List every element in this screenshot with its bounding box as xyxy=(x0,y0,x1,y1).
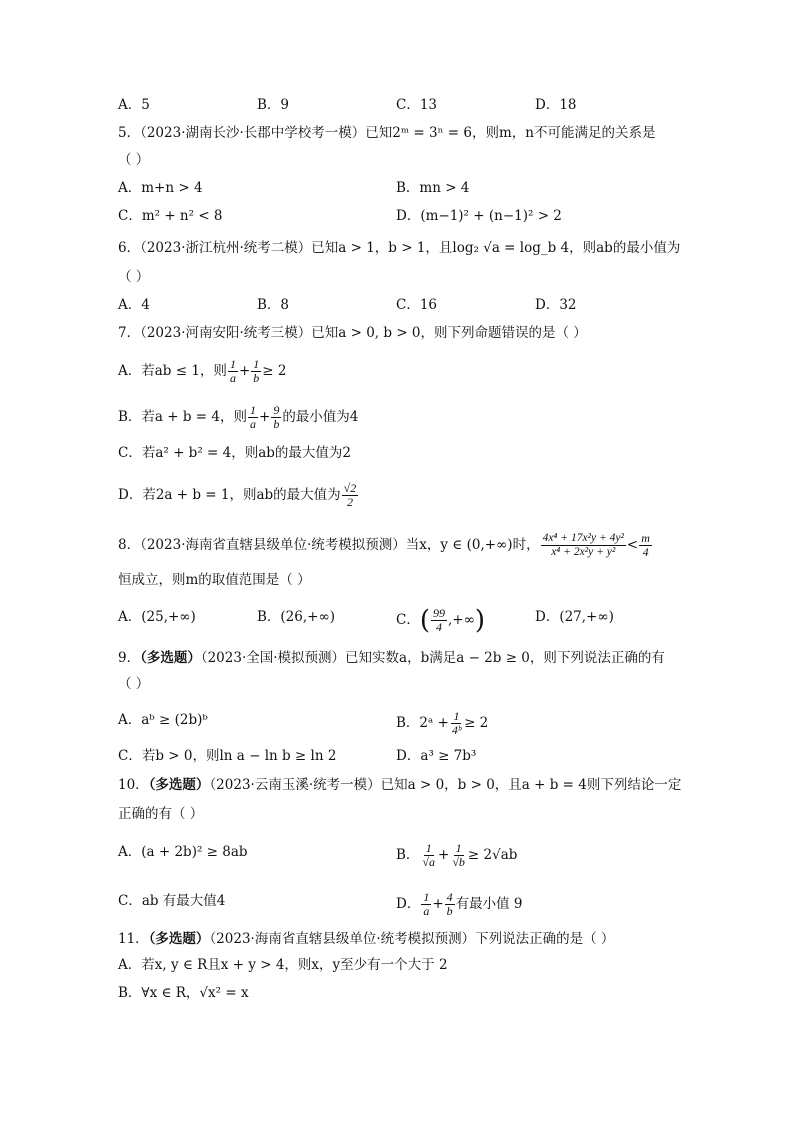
q11-stem: 11．（多选题）（2023·海南省直辖县级单位·统考模拟预测）下列说法正确的是（ ） xyxy=(118,931,615,947)
q9-tag: （多选题） xyxy=(140,650,201,666)
q8-stem-pre: 8．（2023·海南省直辖县级单位·统考模拟预测）当x，y ∈ (0,+∞)时， xyxy=(118,537,540,553)
q9-stem-text: （2023·全国·模拟预测）已知实数a，b满足a − 2b ≥ 0，则下列说法正确的有 xyxy=(200,650,665,666)
fraction: $\frac{1}{a}$ xyxy=(229,357,236,385)
q7-b-pre: B．若a + b = 4，则 xyxy=(118,409,247,425)
q11-option-a: A．若x, y ∈ R且x + y > 4，则x，y至少有一个大于 2 xyxy=(118,957,448,973)
q4-option-c: C．13 xyxy=(396,97,438,113)
fraction: $\frac{9}{b}$ xyxy=(273,403,280,431)
q5-option-c: C．m² + n² < 8 xyxy=(118,208,223,224)
q8-line2: 恒成立，则m的取值范围是（ ） xyxy=(118,572,311,588)
fraction: $\frac{\text{4x⁴ + 17x²y + 4y²}}{\text{x⁴ + 2x²y + y²}}$ xyxy=(542,532,624,558)
q8-option-b: B．(26,+∞) xyxy=(257,609,335,625)
q6-option-c: C．16 xyxy=(396,297,438,313)
q4-option-a: A．5 xyxy=(118,97,150,113)
q10-line2: 正确的有（ ） xyxy=(118,806,204,822)
q6-option-a: A．4 xyxy=(118,297,150,313)
q9-option-a: A．aᵇ ≥ (2b)ᵇ xyxy=(118,712,208,728)
q10-option-c: C．ab 有最大值4 xyxy=(118,893,226,909)
q6-option-d: D．32 xyxy=(535,297,577,313)
fraction: $\frac{√2}{2}$ xyxy=(343,481,357,509)
q7-d-pre: D．若2a + b = 1，则ab的最大值为 xyxy=(118,487,341,503)
q11-stem-text: （2023·海南省直辖县级单位·统考模拟预测）下列说法正确的是（ ） xyxy=(209,931,615,947)
fraction: $\frac{m}{4}$ xyxy=(641,531,650,559)
fraction: $\frac{1}{√b}$ xyxy=(452,841,465,869)
q10-option-b: B． $\frac{1}{√a}$ + $\frac{1}{√b}$ ≥ 2√ab xyxy=(396,841,518,869)
q7-a-post: ≥ 2 xyxy=(262,363,287,379)
q9-stem: 9．（多选题）（2023·全国·模拟预测）已知实数a，b满足a − 2b ≥ 0，则下列说法正确的有 xyxy=(118,650,665,666)
q5-stem: 5．（2023·湖南长沙·长郡中学校考一模）已知2ᵐ = 3ⁿ = 6，则m，n不可能满足的关系是 xyxy=(118,125,656,141)
fraction: $\frac{4}{b}$ xyxy=(446,890,453,918)
q8-stem xyxy=(118,532,653,559)
q7-a-pre: A．若ab ≤ 1，则 xyxy=(118,363,227,379)
q10-stem-text: （2023·云南玉溪·统考一模）已知a > 0，b > 0，且a + b = 4则下列结论一定 xyxy=(209,777,682,793)
q7-stem: 7．（2023·河南安阳·统考三模）已知a > 0, b > 0，则下列命题错误的是（ ） xyxy=(118,325,587,341)
q5-option-d: D．(m−1)² + (n−1)² > 2 xyxy=(396,208,562,224)
q8-option-d: D．(27,+∞) xyxy=(535,609,614,625)
q4-option-b: B．9 xyxy=(257,97,290,113)
fraction: $\frac{1}{\text{4ᵇ}}$ xyxy=(451,709,462,737)
q8-less-than: < xyxy=(626,537,639,553)
q5-option-b: B．mn > 4 xyxy=(396,180,470,196)
q7-option-d xyxy=(118,482,359,509)
q7-option-b: B．若a + b = 4，则 $\frac{1}{a}$ + $\frac{9}{b}$ 的最小值为4 xyxy=(118,403,359,431)
q5-option-a: A．m+n > 4 xyxy=(118,180,203,196)
fraction: $\frac{99}{4}$ xyxy=(433,606,445,634)
q4-option-d: D．18 xyxy=(535,97,577,113)
q9-option-b: B．2ᵃ + $\frac{1}{\text{4ᵇ}}$ ≥ 2 xyxy=(396,709,489,737)
q6-stem: 6．（2023·浙江杭州·统考二模）已知a > 1，b > 1，且log₂ √a = log_b 4，则ab的最小值为 xyxy=(118,240,681,256)
fraction: $\frac{1}{a}$ xyxy=(423,890,430,918)
q10-option-a: A．(a + 2b)² ≥ 8ab xyxy=(118,844,248,860)
q9-option-c: C．若b > 0，则ln a − ln b ≥ ln 2 xyxy=(118,748,337,764)
q8-option-a: A．(25,+∞) xyxy=(118,609,196,625)
q6-option-b: B．8 xyxy=(257,297,290,313)
q8-option-c: C．( $\frac{99}{4}$ ,+∞) xyxy=(396,605,486,636)
fraction: $\frac{1}{a}$ xyxy=(250,403,256,431)
q7-b-post: 的最小值为4 xyxy=(282,409,359,425)
q10-stem: 10．（多选题）（2023·云南玉溪·统考一模）已知a > 0，b > 0，且a + b = 4则下列结论一定 xyxy=(118,777,682,793)
q10-option-d: D． $\frac{1}{a}$ + $\frac{4}{b}$ 有最小值 9 xyxy=(396,890,523,918)
fraction: $\frac{1}{√a}$ xyxy=(422,841,436,869)
fraction: $\frac{1}{b}$ xyxy=(253,357,260,385)
q9-paren: （ ） xyxy=(118,676,150,692)
q10-tag: （多选题） xyxy=(148,777,210,793)
q7-option-c: C．若a² + b² = 4，则ab的最大值为2 xyxy=(118,445,351,461)
q11-tag: （多选题） xyxy=(148,931,210,947)
q9-option-d: D．a³ ≥ 7b³ xyxy=(396,748,477,764)
q7-option-a: A．若ab ≤ 1，则 $\frac{1}{a}$ + $\frac{1}{b}$ ≥ 2 xyxy=(118,357,287,385)
q6-paren: （ ） xyxy=(118,269,150,285)
q5-paren: （ ） xyxy=(118,152,150,168)
q11-option-b: B．∀x ∈ R，√x² = x xyxy=(118,985,249,1001)
